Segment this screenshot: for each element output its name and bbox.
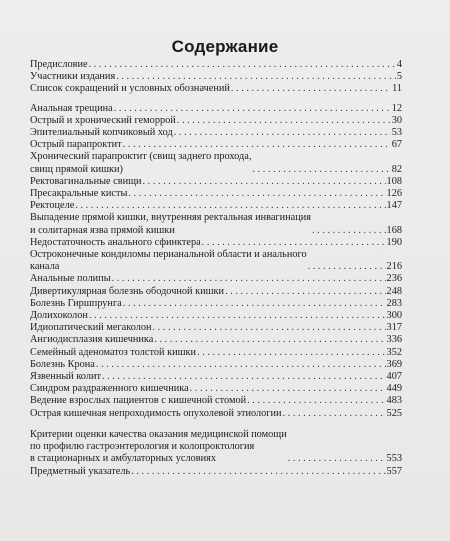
toc-entry[interactable] [30,395,402,407]
toc-entry[interactable] [30,249,402,273]
dot-leader [89,59,396,71]
toc-entry-title: Идиопатический мегаколон [30,322,152,334]
toc-entry[interactable] [30,200,402,212]
toc-entry-title: Язвенный колит [30,371,101,383]
toc-entry-title: Эпителиальный копчиковый ход [30,127,173,139]
dot-leader [283,408,386,420]
toc-entry-title: Анальные полипы [30,273,111,285]
dot-leader [231,83,391,95]
dot-leader [128,188,385,200]
toc-entry[interactable] [30,298,402,310]
dot-leader [123,298,386,310]
toc-page-number: 216 [386,261,402,273]
toc-page-number: 369 [386,358,402,370]
toc-entry-title: Острый парапроктит [30,139,122,151]
dot-leader [154,334,385,346]
toc-page-number: 190 [386,236,402,248]
toc-entry[interactable] [30,286,402,298]
toc-page-number: 5 [396,71,402,83]
toc-page-number: 336 [386,334,402,346]
toc-entry-title: Долихоколон [30,310,88,322]
toc-entry-title: Ректовагинальные свищи [30,175,142,187]
toc-page-number: 30 [391,114,402,126]
toc-page-number: 248 [386,285,402,297]
toc-page-number: 82 [391,163,402,175]
dot-leader [247,395,385,407]
page-title: Содержание [171,37,279,56]
table-of-contents [30,59,402,478]
toc-entry-title: Недостаточность анального сфинктера [30,236,201,248]
toc-entry-title: Список сокращений и условных обозначений [30,83,230,95]
dot-leader [116,71,396,83]
toc-entry-title: Болезнь Крона [30,358,95,370]
toc-entry-title: Ангиодисплазия кишечника [30,334,154,346]
toc-entry[interactable] [30,383,402,395]
toc-entry[interactable] [30,466,402,478]
toc-entry-title: Острая кишечная непроходимость опухолевой этиологии [30,407,282,419]
toc-page-number: 126 [386,188,402,200]
toc-page-number: 12 [391,102,402,114]
toc-entry-title: Семейный аденоматоз толстой кишки [30,346,197,358]
dot-leader [123,139,391,151]
toc-entry[interactable] [30,429,402,466]
dot-leader [190,383,386,395]
dot-leader [252,164,390,176]
toc-entry[interactable] [30,115,402,127]
dot-leader [89,310,386,322]
toc-entry[interactable] [30,273,402,285]
dot-leader [96,359,386,371]
dot-leader [153,322,386,334]
toc-entry[interactable] [30,237,402,249]
toc-entry[interactable] [30,408,402,420]
toc-entry-title: Анальная трещина [30,102,113,114]
toc-entry[interactable] [30,347,402,359]
toc-entry-title: Остроконечные кондиломы перианальной области и анального канала [30,249,307,273]
toc-entry[interactable] [30,371,402,383]
toc-entry-title: Критерии оценки качества оказания медицинской помощи по профилю гастроэнтерология и колопроктология в стационарных и амбулаторных условиях [30,428,287,465]
toc-entry-title: Ведение взрослых пациентов с кишечной стомой [30,395,247,407]
dot-leader [308,261,386,273]
toc-entry-title: Участники издания [30,71,116,83]
dot-leader [114,103,391,115]
toc-entry-title: Хронический парапроктит (свищ заднего прохода, свищ прямой кишки) [30,151,252,175]
toc-page-number: 553 [386,453,402,465]
toc-page-number: 483 [386,395,402,407]
toc-page-number: 67 [391,139,402,151]
toc-page-number: 557 [386,465,402,477]
dot-leader [143,176,386,188]
toc-entry-title: Выпадение прямой кишки, внутренняя ректальная инвагинация и солитарная язва прямой кишки [30,212,312,236]
dot-leader [202,237,386,249]
toc-entry[interactable] [30,359,402,371]
toc-entry[interactable] [30,83,402,95]
toc-page-number: 449 [386,383,402,395]
section-gap [30,96,402,103]
toc-entry-title: Предисловие [30,59,88,70]
toc-entry-title: Синдром раздраженного кишечника [30,383,189,395]
toc-entry[interactable] [30,71,402,83]
toc-page-number: 4 [396,59,402,70]
dot-leader [102,371,386,383]
toc-entry[interactable] [30,151,402,175]
dot-leader [312,225,386,237]
toc-entry[interactable] [30,334,402,346]
toc-entry-title: Ректоцеле [30,200,75,212]
toc-entry[interactable] [30,176,402,188]
toc-entry-title: Пресакральные кисты [30,188,128,200]
dot-leader [197,347,385,359]
toc-page-number: 525 [386,407,402,419]
dot-leader [174,127,391,139]
toc-page-number: 283 [386,297,402,309]
dot-leader [75,200,385,212]
toc-entry[interactable] [30,59,402,71]
section-gap [30,420,402,429]
toc-entry-title: Дивертикулярная болезнь ободочной кишки [30,285,225,297]
toc-entry-title: Острый и хронический геморрой [30,114,176,126]
toc-page-number: 300 [386,310,402,322]
toc-page-number: 11 [392,83,402,95]
toc-page-number: 352 [386,346,402,358]
dot-leader [131,466,385,478]
toc-page-number: 236 [386,273,402,285]
dot-leader [112,273,386,285]
toc-page-number: 407 [386,371,402,383]
toc-page-number: 317 [386,322,402,334]
toc-entry-title: Болезнь Гиршпрунга [30,297,122,309]
toc-entry[interactable] [30,127,402,139]
toc-page-number: 147 [386,200,402,212]
dot-leader [225,286,385,298]
toc-entry[interactable] [30,310,402,322]
dot-leader [177,115,391,127]
dot-leader [288,453,386,465]
toc-entry[interactable] [30,322,402,334]
toc-entry[interactable] [30,188,402,200]
toc-entry[interactable] [30,212,402,236]
toc-page-number: 108 [386,175,402,187]
toc-page-number: 53 [391,127,402,139]
toc-entry[interactable] [30,139,402,151]
toc-page-number: 168 [386,224,402,236]
toc-entry[interactable] [30,103,402,115]
toc-entry-title: Предметный указатель [30,465,131,477]
